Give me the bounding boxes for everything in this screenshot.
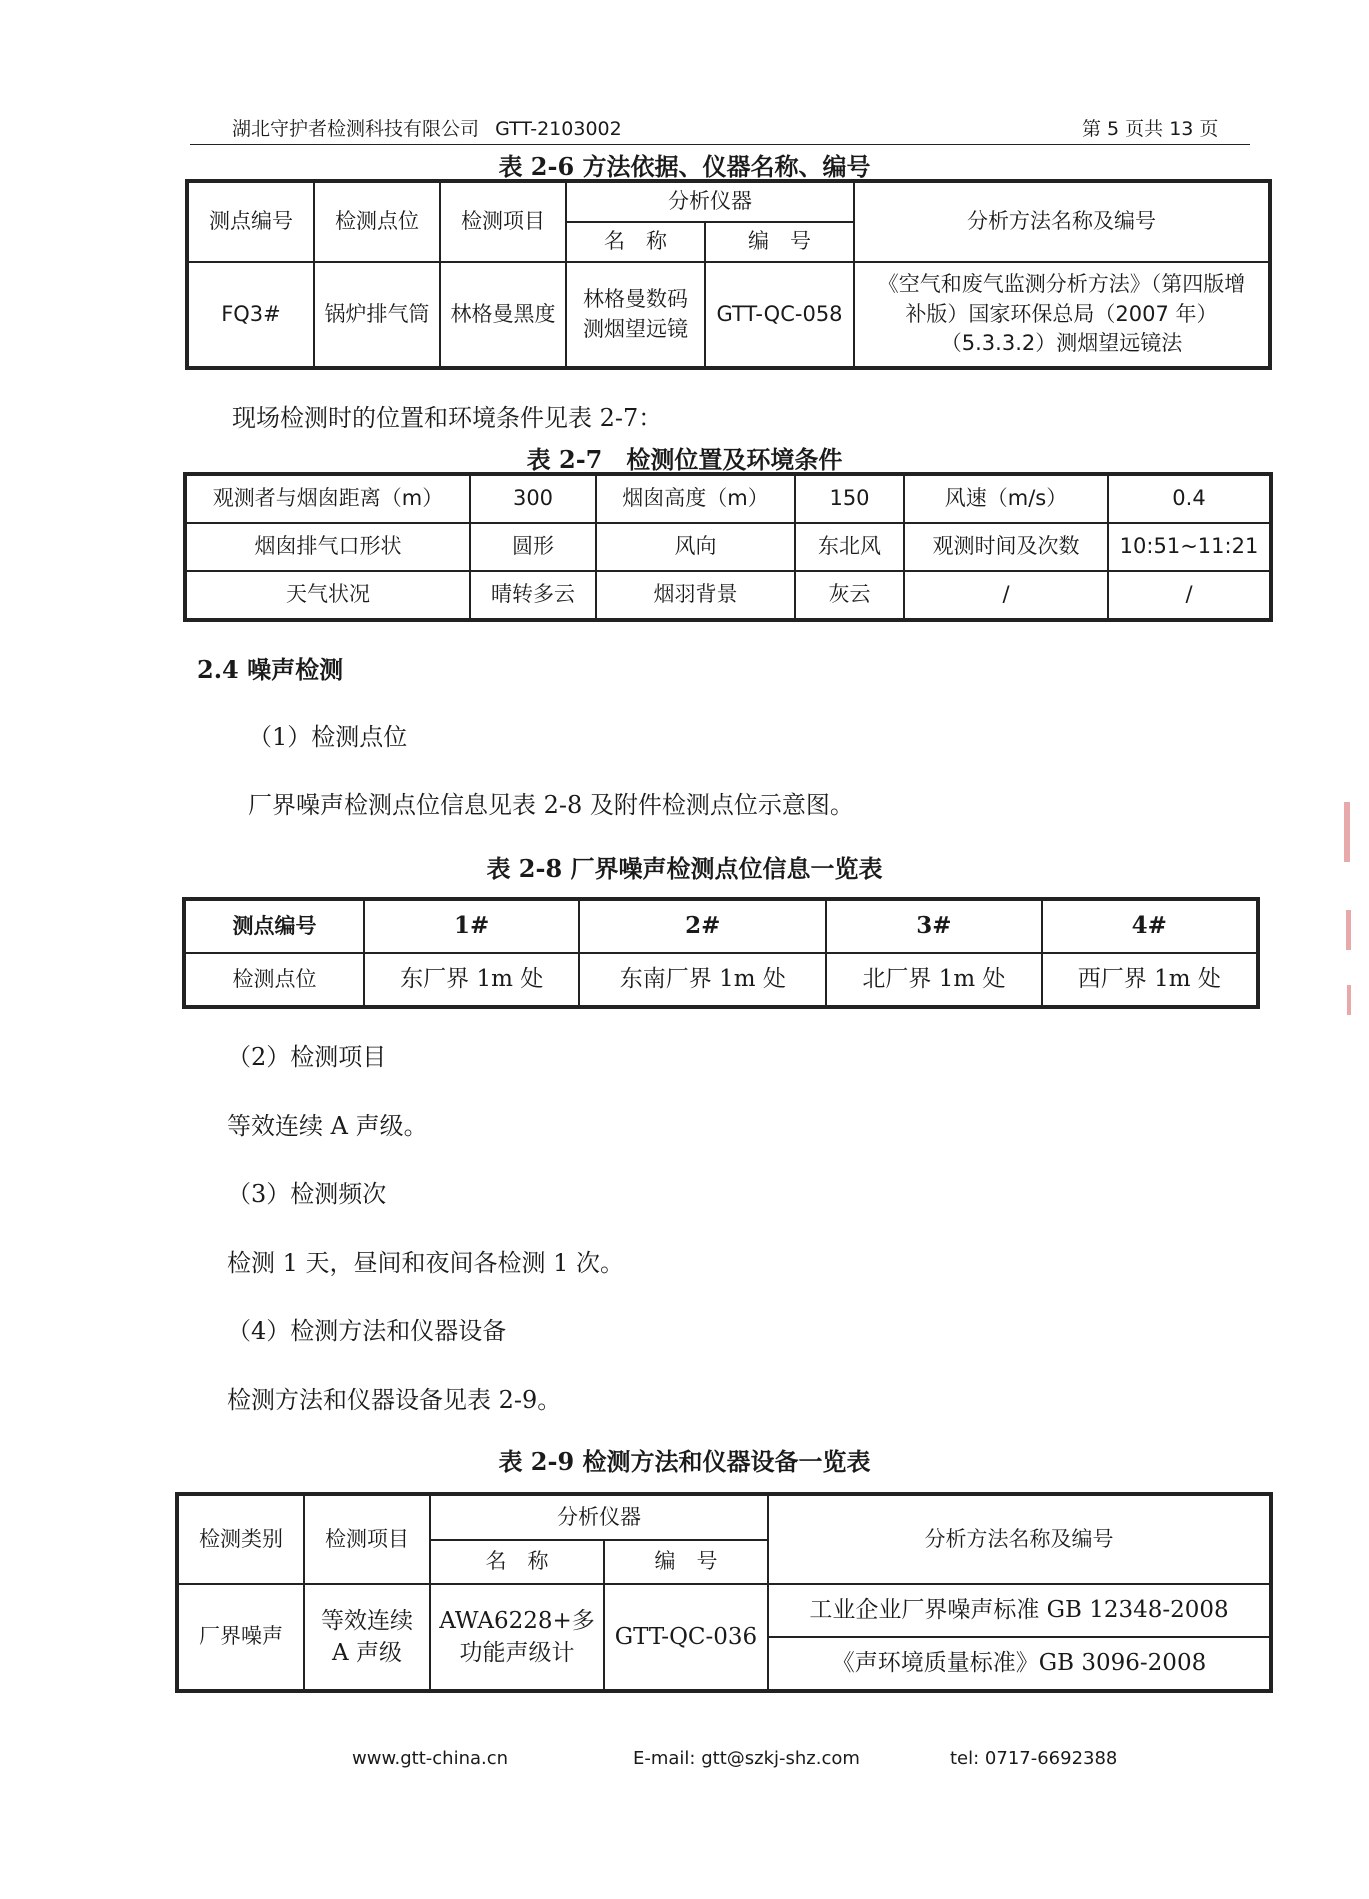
- cell-location: 锅炉排气筒: [314, 262, 440, 367]
- cell-item: 等效连续 A 声级: [304, 1584, 430, 1690]
- table-2-8: [184, 899, 1258, 1007]
- cell-empty-2: /: [1108, 571, 1270, 619]
- footer-tel: tel: 0717-6692388: [950, 1748, 1118, 1769]
- col-header-point: 测点编号: [185, 900, 364, 953]
- col-header-method: 分析方法名称及编号: [768, 1495, 1270, 1584]
- cell-method-1: 工业企业厂界噪声标准 GB 12348-2008: [768, 1584, 1270, 1637]
- subheading-1: （1）检测点位: [248, 723, 408, 751]
- cell-wind-direction: 东北风: [795, 523, 904, 571]
- row-header-location: 检测点位: [185, 953, 364, 1006]
- footer-website: www.gtt-china.cn: [352, 1748, 509, 1769]
- cell-inst-number: GTT-QC-036: [604, 1584, 768, 1690]
- subheading-2: （2）检测项目: [227, 1043, 387, 1071]
- paragraph-1: 厂界噪声检测点位信息见表 2-8 及附件检测点位示意图。: [248, 791, 854, 819]
- col-header-method: 分析方法名称及编号: [854, 182, 1269, 262]
- company-name: 湖北守护者检测科技有限公司: [232, 118, 480, 140]
- cell-location-4: 西厂界 1m 处: [1042, 953, 1257, 1006]
- col-header-point-3: 3#: [826, 900, 1041, 953]
- col-header-location: 检测点位: [314, 182, 440, 262]
- stamp-edge-mark: [1344, 802, 1350, 862]
- cell-location-2: 东南厂界 1m 处: [579, 953, 826, 1006]
- cell-observation-time: 10:51~11:21: [1108, 523, 1270, 571]
- cell-location-3: 北厂界 1m 处: [826, 953, 1041, 1006]
- paragraph-4: 检测方法和仪器设备见表 2-9。: [227, 1386, 562, 1414]
- cell-wind-speed: 0.4: [1108, 475, 1270, 523]
- header-rule: [190, 144, 1250, 145]
- subheading-4: （4）检测方法和仪器设备: [227, 1317, 507, 1345]
- paragraph-3: 检测 1 天，昼间和夜间各检测 1 次。: [227, 1249, 625, 1277]
- table-2-7-caption: 表 2-7 检测位置及环境条件: [526, 445, 843, 474]
- cell-label-plume-background: 烟羽背景: [596, 571, 795, 619]
- cell-plume-background: 灰云: [795, 571, 904, 619]
- cell-label-chimney-height: 烟囱高度（m）: [596, 475, 795, 523]
- cell-method: 《空气和废气监测分析方法》（第四版增补版）国家环保总局（2007 年）（5.3.3.2）测烟望远镜法: [854, 262, 1269, 367]
- cell-inst-number: GTT-QC-058: [705, 262, 854, 367]
- cell-label-wind-direction: 风向: [596, 523, 795, 571]
- table-2-8-caption: 表 2-8 厂界噪声检测点位信息一览表: [486, 854, 883, 883]
- page-number: 第 5 页共 13 页: [1082, 118, 1219, 140]
- col-header-point-2: 2#: [579, 900, 826, 953]
- cell-chimney-height: 150: [795, 475, 904, 523]
- col-header-instrument: 分析仪器: [430, 1495, 768, 1540]
- table-2-7: [185, 474, 1271, 620]
- footer-email: E-mail: gtt@szkj-shz.com: [633, 1748, 860, 1769]
- table-2-6-caption: 表 2-6 方法依据、仪器名称、编号: [498, 152, 871, 181]
- report-code: GTT-2103002: [495, 118, 622, 140]
- cell-location-1: 东厂界 1m 处: [364, 953, 579, 1006]
- table-2-9-caption: 表 2-9 检测方法和仪器设备一览表: [498, 1447, 871, 1476]
- cell-distance: 300: [470, 475, 596, 523]
- cell-label-observation-time: 观测时间及次数: [904, 523, 1108, 571]
- header-company: [232, 114, 622, 141]
- paragraph-2: 等效连续 A 声级。: [227, 1112, 428, 1140]
- cell-label-distance: 观测者与烟囱距离（m）: [186, 475, 470, 523]
- col-header-inst-number: 编 号: [705, 222, 854, 262]
- col-header-inst-name: 名 称: [566, 222, 705, 262]
- col-header-point-4: 4#: [1042, 900, 1257, 953]
- cell-type: 厂界噪声: [178, 1584, 304, 1690]
- stamp-edge-mark: [1346, 910, 1351, 950]
- cell-method-2: 《声环境质量标准》GB 3096-2008: [768, 1637, 1270, 1690]
- stamp-edge-mark: [1347, 985, 1351, 1015]
- cell-label-wind-speed: 风速（m/s）: [904, 475, 1108, 523]
- col-header-item: 检测项目: [440, 182, 566, 262]
- cell-empty-1: /: [904, 571, 1108, 619]
- cell-label-outlet-shape: 烟囱排气口形状: [186, 523, 470, 571]
- section-title: 2.4 噪声检测: [197, 655, 344, 684]
- cell-inst-name: 林格曼数码测烟望远镜: [566, 262, 705, 367]
- cell-outlet-shape: 圆形: [470, 523, 596, 571]
- cell-item: 林格曼黑度: [440, 262, 566, 367]
- subheading-3: （3）检测频次: [227, 1180, 387, 1208]
- col-header-item: 检测项目: [304, 1495, 430, 1584]
- intro-table-2-7: 现场检测时的位置和环境条件见表 2-7：: [232, 404, 663, 432]
- col-header-point-1: 1#: [364, 900, 579, 953]
- cell-weather: 晴转多云: [470, 571, 596, 619]
- table-2-9: [177, 1494, 1271, 1691]
- cell-point: FQ3#: [188, 262, 314, 367]
- table-2-6: [187, 181, 1270, 368]
- col-header-instrument: 分析仪器: [566, 182, 854, 222]
- col-header-point: 测点编号: [188, 182, 314, 262]
- col-header-type: 检测类别: [178, 1495, 304, 1584]
- cell-label-weather: 天气状况: [186, 571, 470, 619]
- cell-inst-name: AWA6228+多功能声级计: [430, 1584, 604, 1690]
- col-header-inst-name: 名 称: [430, 1540, 604, 1585]
- col-header-inst-number: 编 号: [604, 1540, 768, 1585]
